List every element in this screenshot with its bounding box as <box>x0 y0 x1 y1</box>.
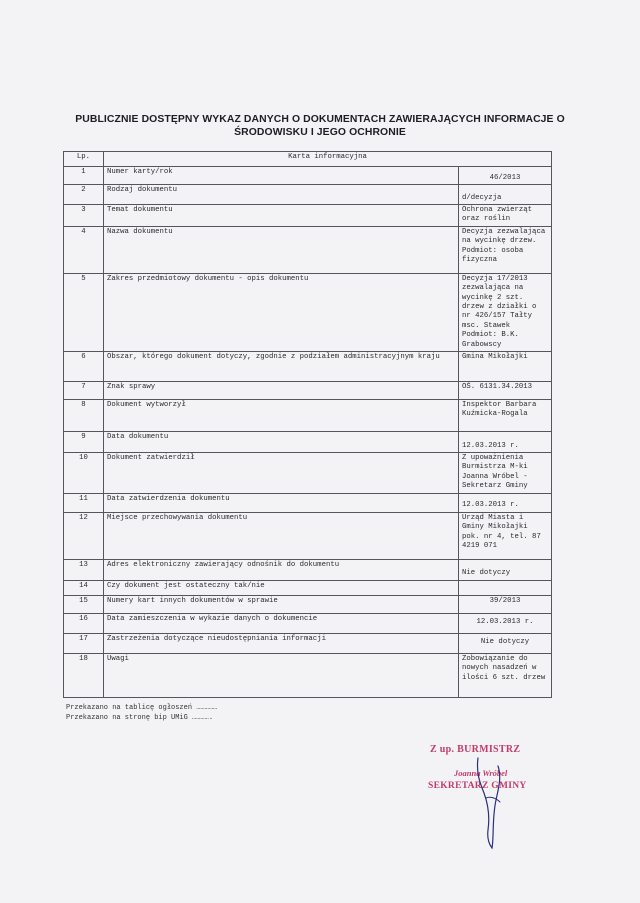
table-row <box>64 512 552 559</box>
row-number: 6 <box>64 352 104 382</box>
row-value: Zobowiązanie do nowych nasadzeń w ilości 6 szt. drzew <box>459 653 552 697</box>
row-number: 7 <box>64 382 104 400</box>
title-line-1: PUBLICZNIE DOSTĘPNY WYKAZ DANYCH O DOKUMENTACH ZAWIERAJĄCYCH INFORMACJE O <box>75 114 565 125</box>
row-label: Dokument zatwierdził <box>104 453 459 494</box>
table-row <box>64 493 552 512</box>
row-value: Decyzja 17/2013 zezwalająca na wycinkę 2 szt. drzew z działki o nr 426/157 Tałty msc. Stawek Podmiot: B.K. Grabowscy <box>459 273 552 351</box>
table-row <box>64 653 552 697</box>
document-title <box>40 113 600 139</box>
transfer-notes <box>66 704 217 723</box>
row-value: 46/2013 <box>459 167 552 185</box>
table-row <box>64 382 552 400</box>
row-value: Gmina Mikołajki <box>459 352 552 382</box>
header-card: Karta informacyjna <box>104 152 552 167</box>
row-number: 11 <box>64 493 104 512</box>
row-label: Zakres przedmiotowy dokumentu - opis dokumentu <box>104 273 459 351</box>
table-row <box>64 400 552 432</box>
row-number: 8 <box>64 400 104 432</box>
row-label: Data zamieszczenia w wykazie danych o dokumencie <box>104 613 459 633</box>
row-number: 10 <box>64 453 104 494</box>
row-number: 3 <box>64 205 104 227</box>
row-value: 12.03.2013 r. <box>459 493 552 512</box>
bip-page-note: Przekazano na stronę bip UMiG …………. <box>66 713 214 722</box>
row-label: Miejsce przechowywania dokumentu <box>104 512 459 559</box>
row-value: 12.03.2013 r. <box>459 432 552 453</box>
row-label: Uwagi <box>104 653 459 697</box>
table-row <box>64 613 552 633</box>
row-label: Rodzaj dokumentu <box>104 185 459 205</box>
stamp-name-text: Joanna Wróbel <box>454 768 508 778</box>
row-value <box>459 580 552 595</box>
table-row <box>64 352 552 382</box>
table-row <box>64 205 552 227</box>
row-value: Ochrona zwierząt oraz roślin <box>459 205 552 227</box>
header-lp: Lp. <box>64 152 104 167</box>
row-number: 17 <box>64 633 104 653</box>
stamp-authorization-text: Z up. BURMISTRZ <box>430 744 521 755</box>
row-value: Urząd Miasta i Gminy Mikołajki pok. nr 4, tel. 87 4219 071 <box>459 512 552 559</box>
row-value: Inspektor Barbara Kuźmicka-Rogala <box>459 400 552 432</box>
row-label: Nazwa dokumentu <box>104 226 459 273</box>
handwritten-signature-icon <box>418 738 568 858</box>
table-header-row <box>64 152 552 167</box>
row-value: Z upoważnienia Burmistrza M-ki Joanna Wróbel - Sekretarz Gminy <box>459 453 552 494</box>
table-row <box>64 167 552 185</box>
row-number: 4 <box>64 226 104 273</box>
row-value: d/decyzja <box>459 185 552 205</box>
row-number: 14 <box>64 580 104 595</box>
row-value: 12.03.2013 r. <box>459 613 552 633</box>
row-label: Obszar, którego dokument dotyczy, zgodnie z podziałem administracyjnym kraju <box>104 352 459 382</box>
row-number: 16 <box>64 613 104 633</box>
stamp-position-text: SEKRETARZ GMINY <box>428 781 527 791</box>
row-label: Temat dokumentu <box>104 205 459 227</box>
signature-stamp <box>418 738 568 858</box>
row-label: Data zatwierdzenia dokumentu <box>104 493 459 512</box>
table-row <box>64 453 552 494</box>
title-line-2: ŚRODOWISKU I JEGO OCHRONIE <box>234 127 406 138</box>
row-number: 1 <box>64 167 104 185</box>
row-label: Adres elektroniczny zawierający odnośnik do dokumentu <box>104 559 459 580</box>
row-number: 2 <box>64 185 104 205</box>
row-label: Numer karty/rok <box>104 167 459 185</box>
table-row <box>64 226 552 273</box>
table-row <box>64 185 552 205</box>
row-value: Nie dotyczy <box>459 559 552 580</box>
row-value: 39/2013 <box>459 595 552 613</box>
row-number: 13 <box>64 559 104 580</box>
table-row <box>64 633 552 653</box>
row-number: 5 <box>64 273 104 351</box>
row-number: 15 <box>64 595 104 613</box>
row-label: Numery kart innych dokumentów w sprawie <box>104 595 459 613</box>
notice-board-note: Przekazano na tablicę ogłoszeń …………… <box>66 704 218 712</box>
table-row <box>64 595 552 613</box>
table-row <box>64 580 552 595</box>
information-card-table <box>63 151 552 698</box>
table-row <box>64 273 552 351</box>
row-label: Zastrzeżenia dotyczące nieudostępniania informacji <box>104 633 459 653</box>
row-number: 18 <box>64 653 104 697</box>
row-label: Znak sprawy <box>104 382 459 400</box>
row-value: OŚ. 6131.34.2013 <box>459 382 552 400</box>
row-label: Czy dokument jest ostateczny tak/nie <box>104 580 459 595</box>
row-label: Dokument wytworzył <box>104 400 459 432</box>
row-label: Data dokumentu <box>104 432 459 453</box>
table-row <box>64 559 552 580</box>
row-value: Nie dotyczy <box>459 633 552 653</box>
row-number: 9 <box>64 432 104 453</box>
row-value: Decyzja zezwalająca na wycinkę drzew. Podmiot: osoba fizyczna <box>459 226 552 273</box>
table-row <box>64 432 552 453</box>
row-number: 12 <box>64 512 104 559</box>
